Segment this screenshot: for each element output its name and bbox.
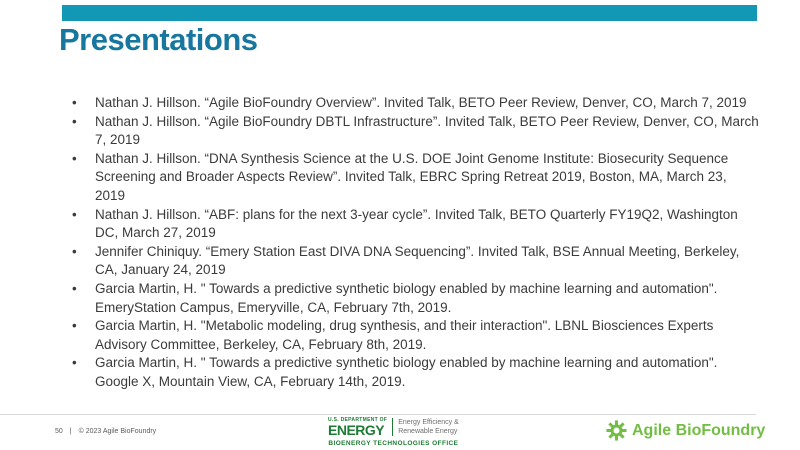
footer-left bbox=[55, 428, 156, 435]
doe-energy-wordmark: ENERGY bbox=[328, 422, 385, 438]
page-number: 50 bbox=[55, 428, 63, 435]
copyright-text: © 2023 Agile BioFoundry bbox=[78, 428, 157, 435]
list-item: • Jennifer Chiniquy. “Emery Station East DIVA DNA Sequencing”. Invited Talk, BSE Annual Meeting, Berkeley, CA, January 24, 2019 bbox=[62, 243, 760, 280]
page-title: Presentations bbox=[59, 22, 258, 57]
presentations-list bbox=[62, 94, 762, 392]
list-item: • Nathan J. Hillson. “Agile BioFoundry DBTL Infrastructure”. Invited Talk, BETO Peer Review, Denver, CO, March 7, 2019 bbox=[62, 113, 760, 150]
footer-divider bbox=[0, 414, 756, 415]
agile-biofoundry-wordmark: Agile BioFoundry bbox=[632, 421, 766, 439]
doe-energy-logo bbox=[328, 417, 459, 447]
agile-biofoundry-logo bbox=[606, 420, 765, 441]
title-accent-bar bbox=[62, 5, 757, 21]
doe-logo-row bbox=[328, 417, 459, 436]
doe-tagline bbox=[398, 418, 459, 436]
list-item: • Garcia Martin, H. "Metabolic modeling, drug synthesis, and their interaction". LBNL Biosciences Experts Advisory Committee, Berkeley, CA, February 8th, 2019. bbox=[62, 317, 760, 354]
list-item: • Nathan J. Hillson. “ABF: plans for the next 3-year cycle”. Invited Talk, BETO Quarterly FY19Q2, Washington DC, March 27, 2019 bbox=[62, 206, 760, 243]
list-item: • Garcia Martin, H. " Towards a predictive synthetic biology enabled by machine learning and automation". EmeryStation Campus, Emeryville, CA, February 7th, 2019. bbox=[62, 280, 760, 317]
doe-wordmark-block bbox=[328, 417, 387, 436]
list-item: • Nathan J. Hillson. “Agile BioFoundry Overview”. Invited Talk, BETO Peer Review, Denver, CO, March 7, 2019 bbox=[62, 94, 760, 113]
list-item: • Garcia Martin, H. " Towards a predictive synthetic biology enabled by machine learning and automation". Google X, Mountain View, CA, February 14th, 2019. bbox=[62, 354, 760, 391]
beto-office-label: BIOENERGY TECHNOLOGIES OFFICE bbox=[328, 440, 459, 447]
doe-dept-label: U.S. DEPARTMENT OF bbox=[328, 417, 388, 423]
list-item: • Nathan J. Hillson. “DNA Synthesis Science at the U.S. DOE Joint Genome Institute: Biosecurity Sequence Screening and Broader Aspects Review”. Invited Talk, EBRC Spring Retreat 2019, Boston, MA, March 23, 2019 bbox=[62, 150, 760, 206]
footer-separator: | bbox=[69, 428, 72, 435]
doe-logo-separator bbox=[392, 418, 393, 436]
gear-icon bbox=[606, 420, 627, 441]
doe-tagline-line1: Energy Efficiency & bbox=[398, 418, 459, 426]
doe-tagline-line2: Renewable Energy bbox=[398, 427, 458, 435]
